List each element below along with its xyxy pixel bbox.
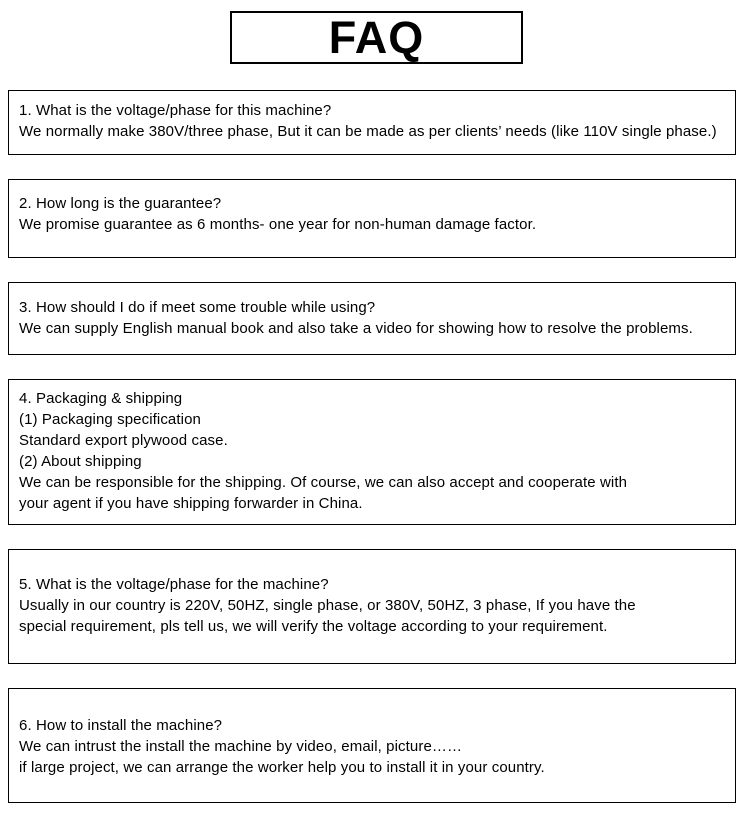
faq-item-6-answer-line-1: We can intrust the install the machine by video, email, picture…… <box>19 738 463 755</box>
faq-item-1 <box>8 90 736 155</box>
faq-item-6-question: 6. How to install the machine? <box>19 717 223 734</box>
faq-item-4 <box>8 379 736 525</box>
faq-item-4-subheading-2: (2) About shipping <box>19 453 142 470</box>
faq-item-5-answer-line-2: special requirement, pls tell us, we will verify the voltage according to your requirement. <box>19 618 608 635</box>
faq-title-box <box>230 11 523 64</box>
faq-item-4-subheading-1: (1) Packaging specification <box>19 411 201 428</box>
faq-item-6-answer-line-2: if large project, we can arrange the worker help you to install it in your country. <box>19 759 545 776</box>
faq-item-3-question: 3. How should I do if meet some trouble while using? <box>19 299 376 316</box>
faq-item-1-question: 1. What is the voltage/phase for this machine? <box>19 102 332 119</box>
faq-item-1-answer-line-1: We normally make 380V/three phase, But it can be made as per clients’ needs (like 110V single phase.) <box>19 123 717 140</box>
faq-item-6 <box>8 688 736 803</box>
faq-item-4-body-line-2: We can be responsible for the shipping. Of course, we can also accept and cooperate with <box>19 474 628 491</box>
faq-item-5 <box>8 549 736 664</box>
faq-item-4-body-line-3: your agent if you have shipping forwarder in China. <box>19 495 363 512</box>
faq-item-3-answer-line-1: We can supply English manual book and also take a video for showing how to resolve the problems. <box>19 320 693 337</box>
faq-item-2-answer-line-1: We promise guarantee as 6 months- one year for non-human damage factor. <box>19 216 537 233</box>
faq-item-4-body-line-1: Standard export plywood case. <box>19 432 228 449</box>
faq-item-3 <box>8 282 736 355</box>
faq-item-5-question: 5. What is the voltage/phase for the machine? <box>19 576 329 593</box>
faq-item-4-heading: 4. Packaging & shipping <box>19 390 183 407</box>
faq-item-2-question: 2. How long is the guarantee? <box>19 195 222 212</box>
faq-list <box>8 90 736 827</box>
page-title: FAQ <box>328 12 425 63</box>
faq-item-2 <box>8 179 736 258</box>
faq-item-5-answer-line-1: Usually in our country is 220V, 50HZ, single phase, or 380V, 50HZ, 3 phase, If you have the <box>19 597 636 614</box>
